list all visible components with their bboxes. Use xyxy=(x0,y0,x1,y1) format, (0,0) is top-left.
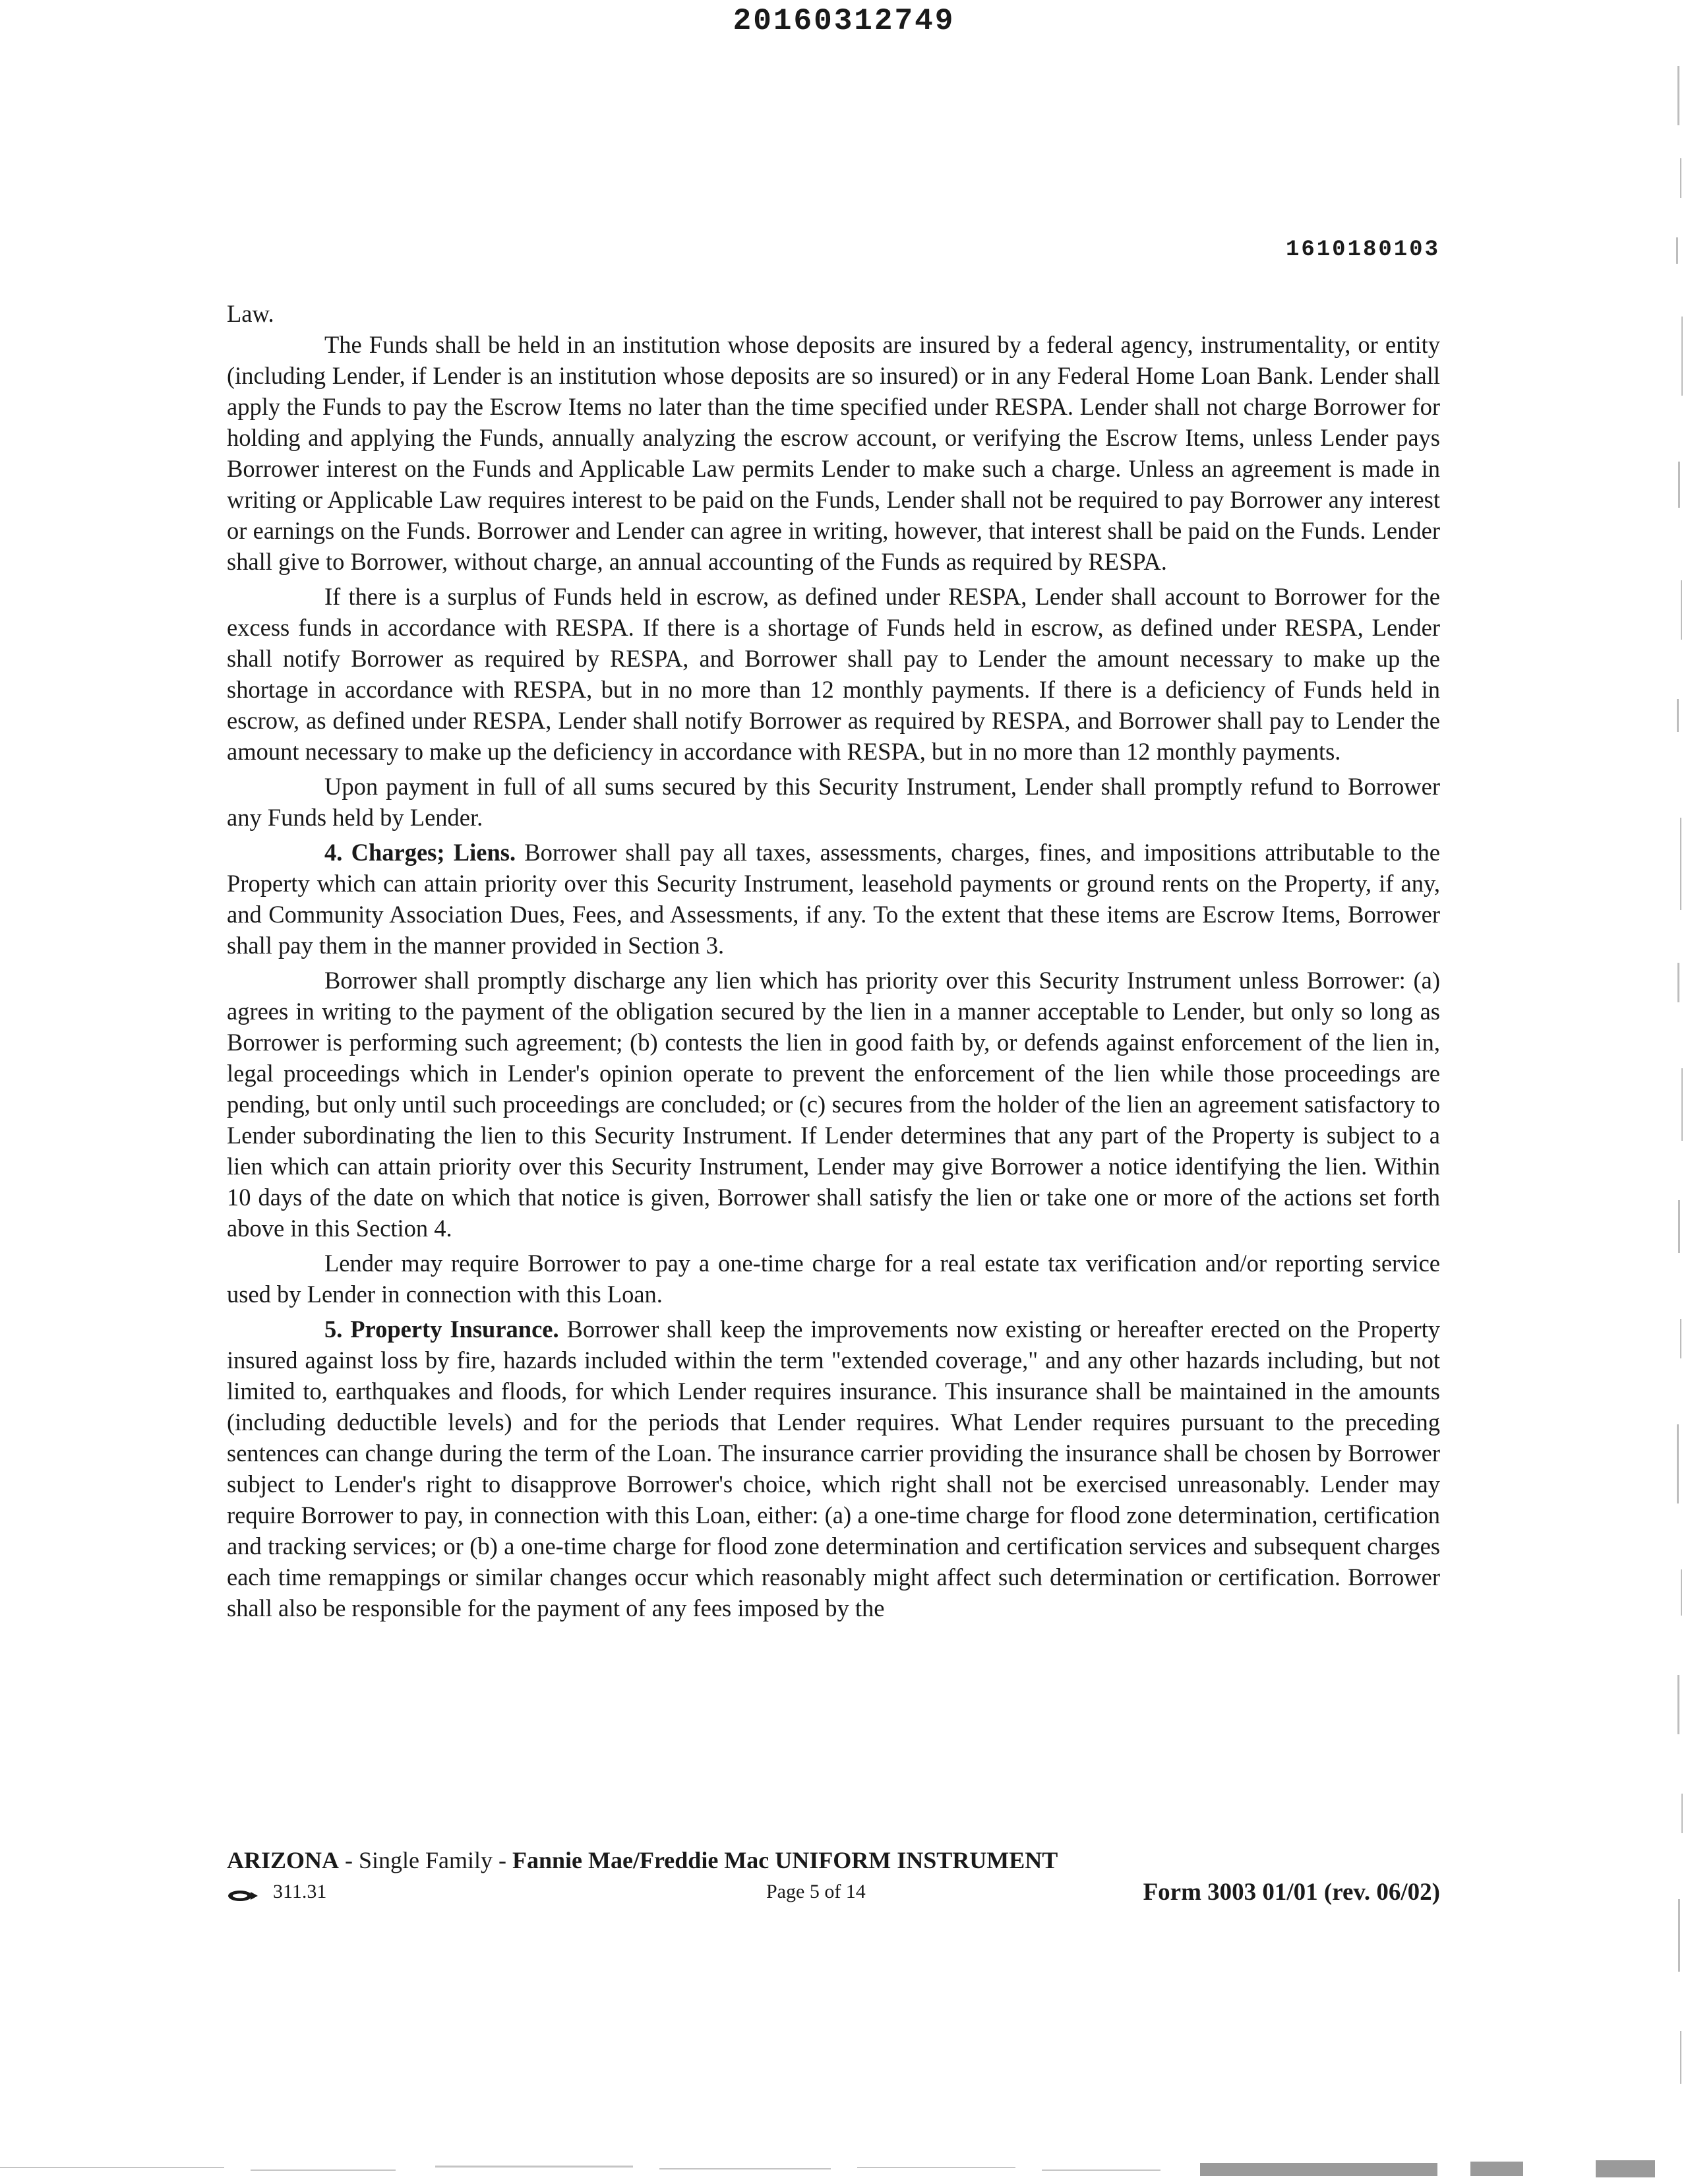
footer-separator: - Single Family - xyxy=(339,1847,513,1873)
scan-edge-artifacts xyxy=(1651,40,1688,2150)
recording-number: 20160312749 xyxy=(733,4,955,38)
paragraph-tax-verification: Lender may require Borrower to pay a one-time charge for a real estate tax verification and/or reporting service used by Lender in connection with this Loan. xyxy=(227,1250,1440,1308)
section-5-text: Borrower shall keep the improvements now existing or hereafter erected on the Property insured against loss by fire, hazards included within the term "extended coverage," and any other hazards including, but not limited to, earthquakes and floods, for which Lender requires insurance. This insurance shall be maintained in the amounts (including deductible levels) and for the periods that Lender requires. What Lender requires pursuant to the preceding sentences can change during the term of the Loan. The insurance carrier providing the insurance shall be chosen by Borrower subject to Lender's right to disapprove Borrower's choice, which right shall not be exercised unreasonably. Lender may require Borrower to pay, in connection with this Loan, either: (a) a one-time charge for flood zone determination, certification and tracking services; or (b) a one-time charge for flood zone determination and certification services and subsequent charges each time remappings or similar changes occur which reasonably might affect such determination or certification. Borrower shall also be responsible for the payment of any fees imposed by the xyxy=(227,1316,1440,1622)
section-4-paragraph xyxy=(227,837,1440,961)
form-number: Form 3003 01/01 (rev. 06/02) xyxy=(1143,1879,1440,1906)
vmp-logo-icon xyxy=(227,1885,258,1898)
footer-code: 311.31 xyxy=(273,1881,327,1902)
footer-state: ARIZONA xyxy=(227,1847,340,1873)
scan-bottom-artifacts xyxy=(0,2152,1688,2184)
page-number: Page 5 of 14 xyxy=(766,1881,866,1902)
loan-number: 1610180103 xyxy=(1285,237,1440,262)
paragraph-continuation: Law. xyxy=(227,300,274,327)
section-5-paragraph xyxy=(227,1314,1440,1623)
footer-meta-line xyxy=(227,1878,1440,1911)
footer-code-group xyxy=(227,1881,326,1903)
paragraph-refund: Upon payment in full of all sums secured by this Security Instrument, Lender shall promptly refund to Borrower any Funds held by Lender. xyxy=(227,773,1440,831)
footer-instrument: Fannie Mae/Freddie Mac UNIFORM INSTRUMENT xyxy=(512,1847,1058,1873)
footer-instrument-line xyxy=(227,1846,1058,1874)
section-5-heading: 5. Property Insurance. xyxy=(324,1316,559,1343)
document-body xyxy=(227,298,1440,1627)
section-4-heading: 4. Charges; Liens. xyxy=(324,839,516,866)
paragraph-discharge-lien: Borrower shall promptly discharge any lien which has priority over this Security Instrument unless Borrower: (a) agrees in writing to the payment of the obligation secured by the lien in a manner acceptable to Lender, but only so long as Borrower is performing such agreement; (b) contests the lien in good faith by, or defends against enforcement of the lien in, legal proceedings which in Lender's opinion operate to prevent the enforcement of the lien while those proceedings are pending, but only until such proceedings are concluded; or (c) secures from the holder of the lien an agreement satisfactory to Lender subordinating the lien to this Security Instrument. If Lender determines that any part of the Property is subject to a lien which can attain priority over this Security Instrument, Lender may give Borrower a notice identifying the lien. Within 10 days of the date on which that notice is given, Borrower shall satisfy the lien or take one or more of the actions set forth above in this Section 4. xyxy=(227,967,1440,1242)
paragraph-surplus: If there is a surplus of Funds held in escrow, as defined under RESPA, Lender shall account to Borrower for the excess funds in accordance with RESPA. If there is a shortage of Funds held in escrow, as defined under RESPA, Lender shall notify Borrower as required by RESPA, and Borrower shall pay to Lender the amount necessary to make up the shortage in accordance with RESPA, but in no more than 12 monthly payments. If there is a deficiency of Funds held in escrow, as defined under RESPA, Lender shall notify Borrower as required by RESPA, and Borrower shall pay to Lender the amount necessary to make up the deficiency in accordance with RESPA, but in no more than 12 monthly payments. xyxy=(227,583,1440,765)
paragraph-funds-held: The Funds shall be held in an institution whose deposits are insured by a federal agency, instrumentality, or entity (including Lender, if Lender is an institution whose deposits are so insured) or in any Federal Home Loan Bank. Lender shall apply the Funds to pay the Escrow Items no later than the time specified under RESPA. Lender shall not charge Borrower for holding and applying the Funds, annually analyzing the escrow account, or verifying the Escrow Items, unless Lender pays Borrower interest on the Funds and Applicable Law permits Lender to make such a charge. Unless an agreement is made in writing or Applicable Law requires interest to be paid on the Funds, Lender shall not be required to pay Borrower any interest or earnings on the Funds. Borrower and Lender can agree in writing, however, that interest shall be paid on the Funds. Lender shall give to Borrower, without charge, an annual accounting of the Funds as required by RESPA. xyxy=(227,331,1440,575)
section-4-text: Borrower shall pay all taxes, assessments, charges, fines, and impositions attributable to the Property which can attain priority over this Security Instrument, leasehold payments or ground rents on the Property, if any, and Community Association Dues, Fees, and Assessments, if any. To the extent that these items are Escrow Items, Borrower shall pay them in the manner provided in Section 3. xyxy=(227,839,1440,959)
